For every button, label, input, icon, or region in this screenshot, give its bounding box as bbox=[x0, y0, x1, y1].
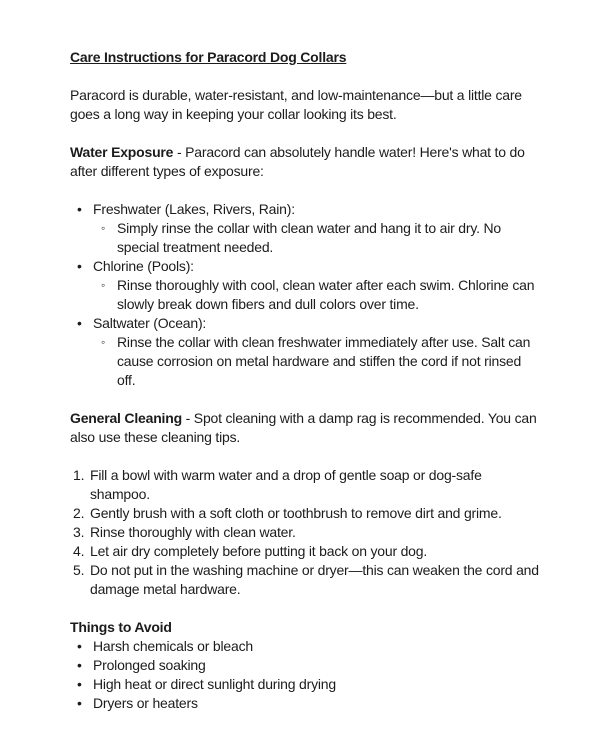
avoid-item bbox=[70, 637, 540, 656]
intro-text: Paracord is durable, water-resistant, and low-maintenance—but a little care goes a long way in keeping your collar looking its best. bbox=[70, 87, 522, 122]
things-to-avoid-list bbox=[70, 637, 540, 713]
list-item-freshwater bbox=[70, 200, 540, 257]
cleaning-step-text: Fill a bowl with warm water and a drop of gentle soap or dog-safe shampoo. bbox=[90, 467, 482, 502]
cleaning-step-text: Rinse thoroughly with clean water. bbox=[90, 524, 296, 540]
water-exposure-lead: - Paracord can absolutely handle water! Here's what to do after different types of exposure: bbox=[70, 144, 525, 179]
avoid-item-text: Prolonged soaking bbox=[93, 657, 206, 673]
water-exposure-paragraph bbox=[70, 143, 540, 181]
saltwater-sublist bbox=[93, 333, 540, 390]
cleaning-steps-list bbox=[70, 466, 540, 599]
cleaning-step bbox=[70, 542, 540, 561]
general-cleaning-paragraph bbox=[70, 409, 540, 447]
list-subitem bbox=[93, 276, 540, 314]
list-item-chlorine bbox=[70, 257, 540, 314]
list-subitem bbox=[93, 333, 540, 390]
cleaning-step bbox=[70, 561, 540, 599]
chlorine-sublist bbox=[93, 276, 540, 314]
intro-paragraph bbox=[70, 86, 540, 124]
avoid-item bbox=[70, 656, 540, 675]
list-item-saltwater bbox=[70, 314, 540, 390]
list-item-label: Freshwater (Lakes, Rivers, Rain): bbox=[93, 201, 295, 217]
avoid-item-text: Dryers or heaters bbox=[93, 695, 198, 711]
document-content bbox=[70, 48, 540, 713]
avoid-item-text: Harsh chemicals or bleach bbox=[93, 638, 253, 654]
cleaning-step bbox=[70, 466, 540, 504]
list-subitem-text: Simply rinse the collar with clean water and hang it to air dry. No special treatment needed. bbox=[117, 220, 501, 255]
freshwater-sublist bbox=[93, 219, 540, 257]
list-subitem-text: Rinse the collar with clean freshwater immediately after use. Salt can cause corrosion on metal hardware and stiffen the cord if not rinsed off. bbox=[117, 334, 531, 388]
list-subitem bbox=[93, 219, 540, 257]
list-item-label: Saltwater (Ocean): bbox=[93, 315, 207, 331]
page-title: Care Instructions for Paracord Dog Collars bbox=[70, 49, 347, 65]
avoid-item bbox=[70, 675, 540, 694]
cleaning-step-text: Gently brush with a soft cloth or toothbrush to remove dirt and grime. bbox=[90, 505, 502, 521]
things-to-avoid-paragraph bbox=[70, 618, 540, 637]
cleaning-step bbox=[70, 504, 540, 523]
avoid-item bbox=[70, 694, 540, 713]
list-item-label: Chlorine (Pools): bbox=[93, 258, 194, 274]
cleaning-step-text: Do not put in the washing machine or dryer—this can weaken the cord and damage metal hardware. bbox=[90, 562, 539, 597]
water-exposure-heading: Water Exposure bbox=[70, 144, 174, 160]
things-to-avoid-heading: Things to Avoid bbox=[70, 619, 172, 635]
general-cleaning-heading: General Cleaning bbox=[70, 410, 182, 426]
cleaning-step-text: Let air dry completely before putting it back on your dog. bbox=[90, 543, 428, 559]
water-exposure-list bbox=[70, 200, 540, 390]
list-subitem-text: Rinse thoroughly with cool, clean water after each swim. Chlorine can slowly break down fibers and dull colors over time. bbox=[117, 277, 535, 312]
general-cleaning-lead: - Spot cleaning with a damp rag is recommended. You can also use these cleaning tips. bbox=[70, 410, 537, 445]
cleaning-step bbox=[70, 523, 540, 542]
avoid-item-text: High heat or direct sunlight during drying bbox=[93, 676, 336, 692]
